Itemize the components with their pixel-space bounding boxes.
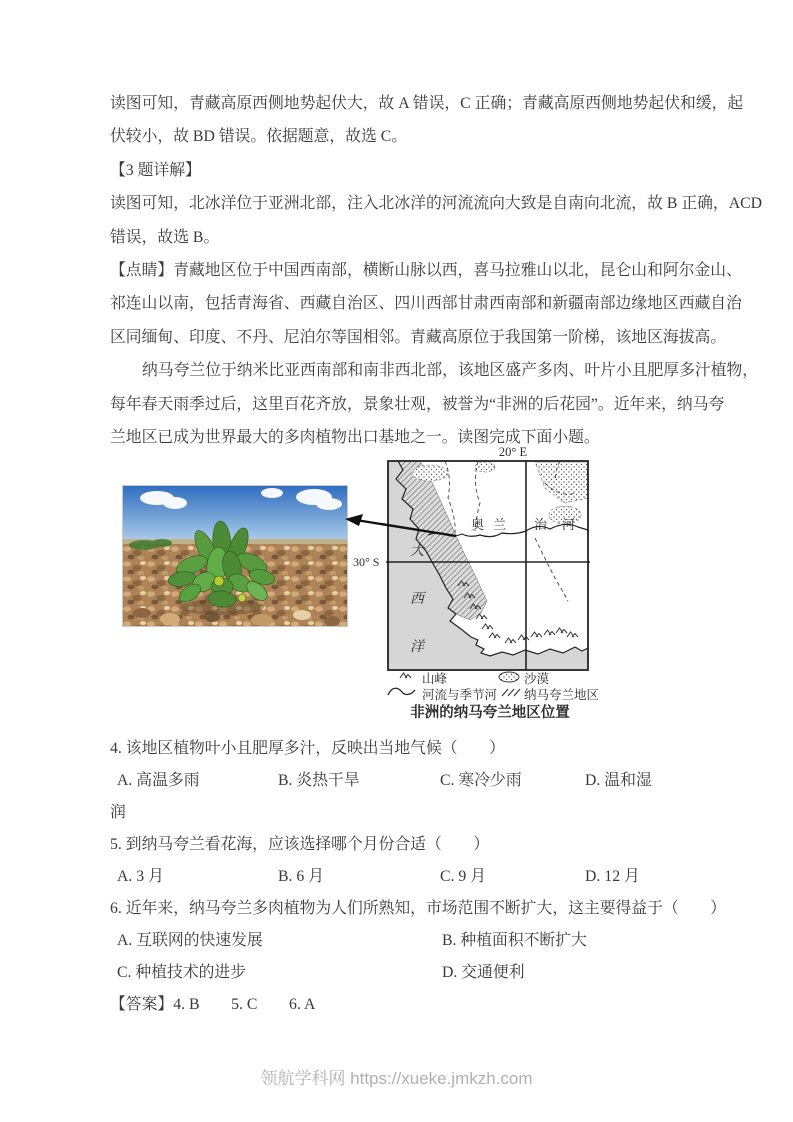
svg-text:兰: 兰 bbox=[493, 517, 507, 532]
question-4-options bbox=[105, 770, 765, 791]
region-legend-icon bbox=[502, 689, 520, 696]
question-6-options-row1 bbox=[105, 930, 765, 951]
text-line: 纳马夸兰位于纳米比亚西南部和南非西北部，该地区盛产多肉、叶片小且肥厚多汁植物， bbox=[142, 362, 759, 380]
svg-text:河: 河 bbox=[562, 517, 576, 532]
svg-text:奥: 奥 bbox=[471, 517, 485, 532]
option-5a: A. 3 月 bbox=[117, 868, 164, 885]
text-line: 兰地区已成为世界最大的多肉植物出口基地之一。读图完成下面小题。 bbox=[110, 428, 600, 446]
question-4-stem: 4. 该地区植物叶小且肥厚多汁，反映出当地气候（ ） bbox=[110, 740, 505, 757]
svg-text:大: 大 bbox=[410, 544, 424, 559]
latitude-label: 30° S bbox=[353, 555, 380, 569]
namaqualand-location-map bbox=[350, 443, 605, 733]
question-6-options-row2 bbox=[105, 962, 765, 983]
mountain-legend-icon bbox=[400, 673, 411, 678]
answer-line: 【答案】4. B 5. C 6. A bbox=[110, 996, 316, 1013]
option-6b: B. 种植面积不断扩大 bbox=[442, 932, 587, 949]
legend-label: 山峰 bbox=[422, 672, 448, 686]
map-to-photo-arrow bbox=[344, 512, 462, 542]
text-line: 每年春天雨季过后，这里百花齐放，景象壮观，被誉为“非洲的后花园”。近年来，纳马夸 bbox=[110, 395, 725, 413]
option-6a: A. 互联网的快速发展 bbox=[117, 932, 263, 949]
option-4d: D. 温和湿 bbox=[585, 772, 652, 789]
svg-text:西: 西 bbox=[410, 592, 424, 607]
river-legend-icon bbox=[388, 688, 415, 695]
map-legend bbox=[388, 671, 599, 702]
desert-legend-icon bbox=[499, 672, 519, 682]
text-line: 读图可知，北冰洋位于亚洲北部，注入北冰洋的河流流向大致是自南向北流，故 B 正确，ACD bbox=[110, 195, 763, 213]
option-5c: C. 9 月 bbox=[440, 868, 487, 885]
option-6c: C. 种植技术的进步 bbox=[117, 964, 247, 981]
succulent-photo-graphic bbox=[122, 485, 348, 627]
map-caption: 非洲的纳马夸兰地区位置 bbox=[410, 705, 570, 721]
svg-text:洋: 洋 bbox=[410, 640, 424, 655]
explanation-text-block bbox=[110, 87, 763, 454]
svg-text:治: 治 bbox=[534, 517, 548, 532]
legend-label: 河流与季节河 bbox=[422, 688, 498, 702]
option-4d-continuation: 润 bbox=[110, 804, 126, 821]
legend-label: 沙漠 bbox=[524, 672, 550, 686]
text-line: 伏较小，故 BD 错误。依据题意，故选 C。 bbox=[110, 128, 408, 146]
text-line: 【点睛】青藏地区位于中国西南部，横断山脉以西，喜马拉雅山以北，昆仑山和阿尔金山、 bbox=[110, 261, 742, 279]
option-4b: B. 炎热干旱 bbox=[278, 772, 360, 789]
site-watermark: 领航学科网 https://xueke.jmkzh.com bbox=[260, 1069, 533, 1088]
option-6d: D. 交通便利 bbox=[442, 964, 525, 981]
text-line: 祁连山以南，包括青海省、西藏自治区、四川西部甘肃西南部和新疆南部边缘地区西藏自治 bbox=[110, 295, 742, 313]
option-5b: B. 6 月 bbox=[278, 868, 325, 885]
question-5-stem: 5. 到纳马夸兰看花海，应该选择哪个月份合适（ ） bbox=[110, 836, 490, 853]
longitude-label: 20° E bbox=[498, 445, 528, 459]
text-line: 区同缅甸、印度、不丹、尼泊尔等国相邻。青藏高原位于我国第一阶梯，该地区海拔高。 bbox=[110, 328, 727, 346]
option-4c: C. 寒冷少雨 bbox=[440, 772, 522, 789]
arrowhead-icon bbox=[345, 514, 363, 526]
question-5-options bbox=[105, 866, 765, 887]
succulent-plant-photo bbox=[122, 485, 348, 627]
option-5d: D. 12 月 bbox=[585, 868, 640, 885]
text-line: 读图可知，青藏高原西侧地势起伏大，故 A 错误，C 正确；青藏高原西侧地势起伏和缓，起 bbox=[110, 95, 744, 112]
text-line: 错误，故选 B。 bbox=[110, 228, 220, 246]
legend-label: 纳马夸兰地区 bbox=[524, 688, 600, 702]
section-label-q3-explain: 【3 题详解】 bbox=[110, 161, 201, 179]
question-6-stem: 6. 近年来，纳马夸兰多肉植物为人们所熟知，市场范围不断扩大，这主要得益于（ ） bbox=[110, 900, 727, 917]
option-4a: A. 高温多雨 bbox=[117, 772, 200, 789]
